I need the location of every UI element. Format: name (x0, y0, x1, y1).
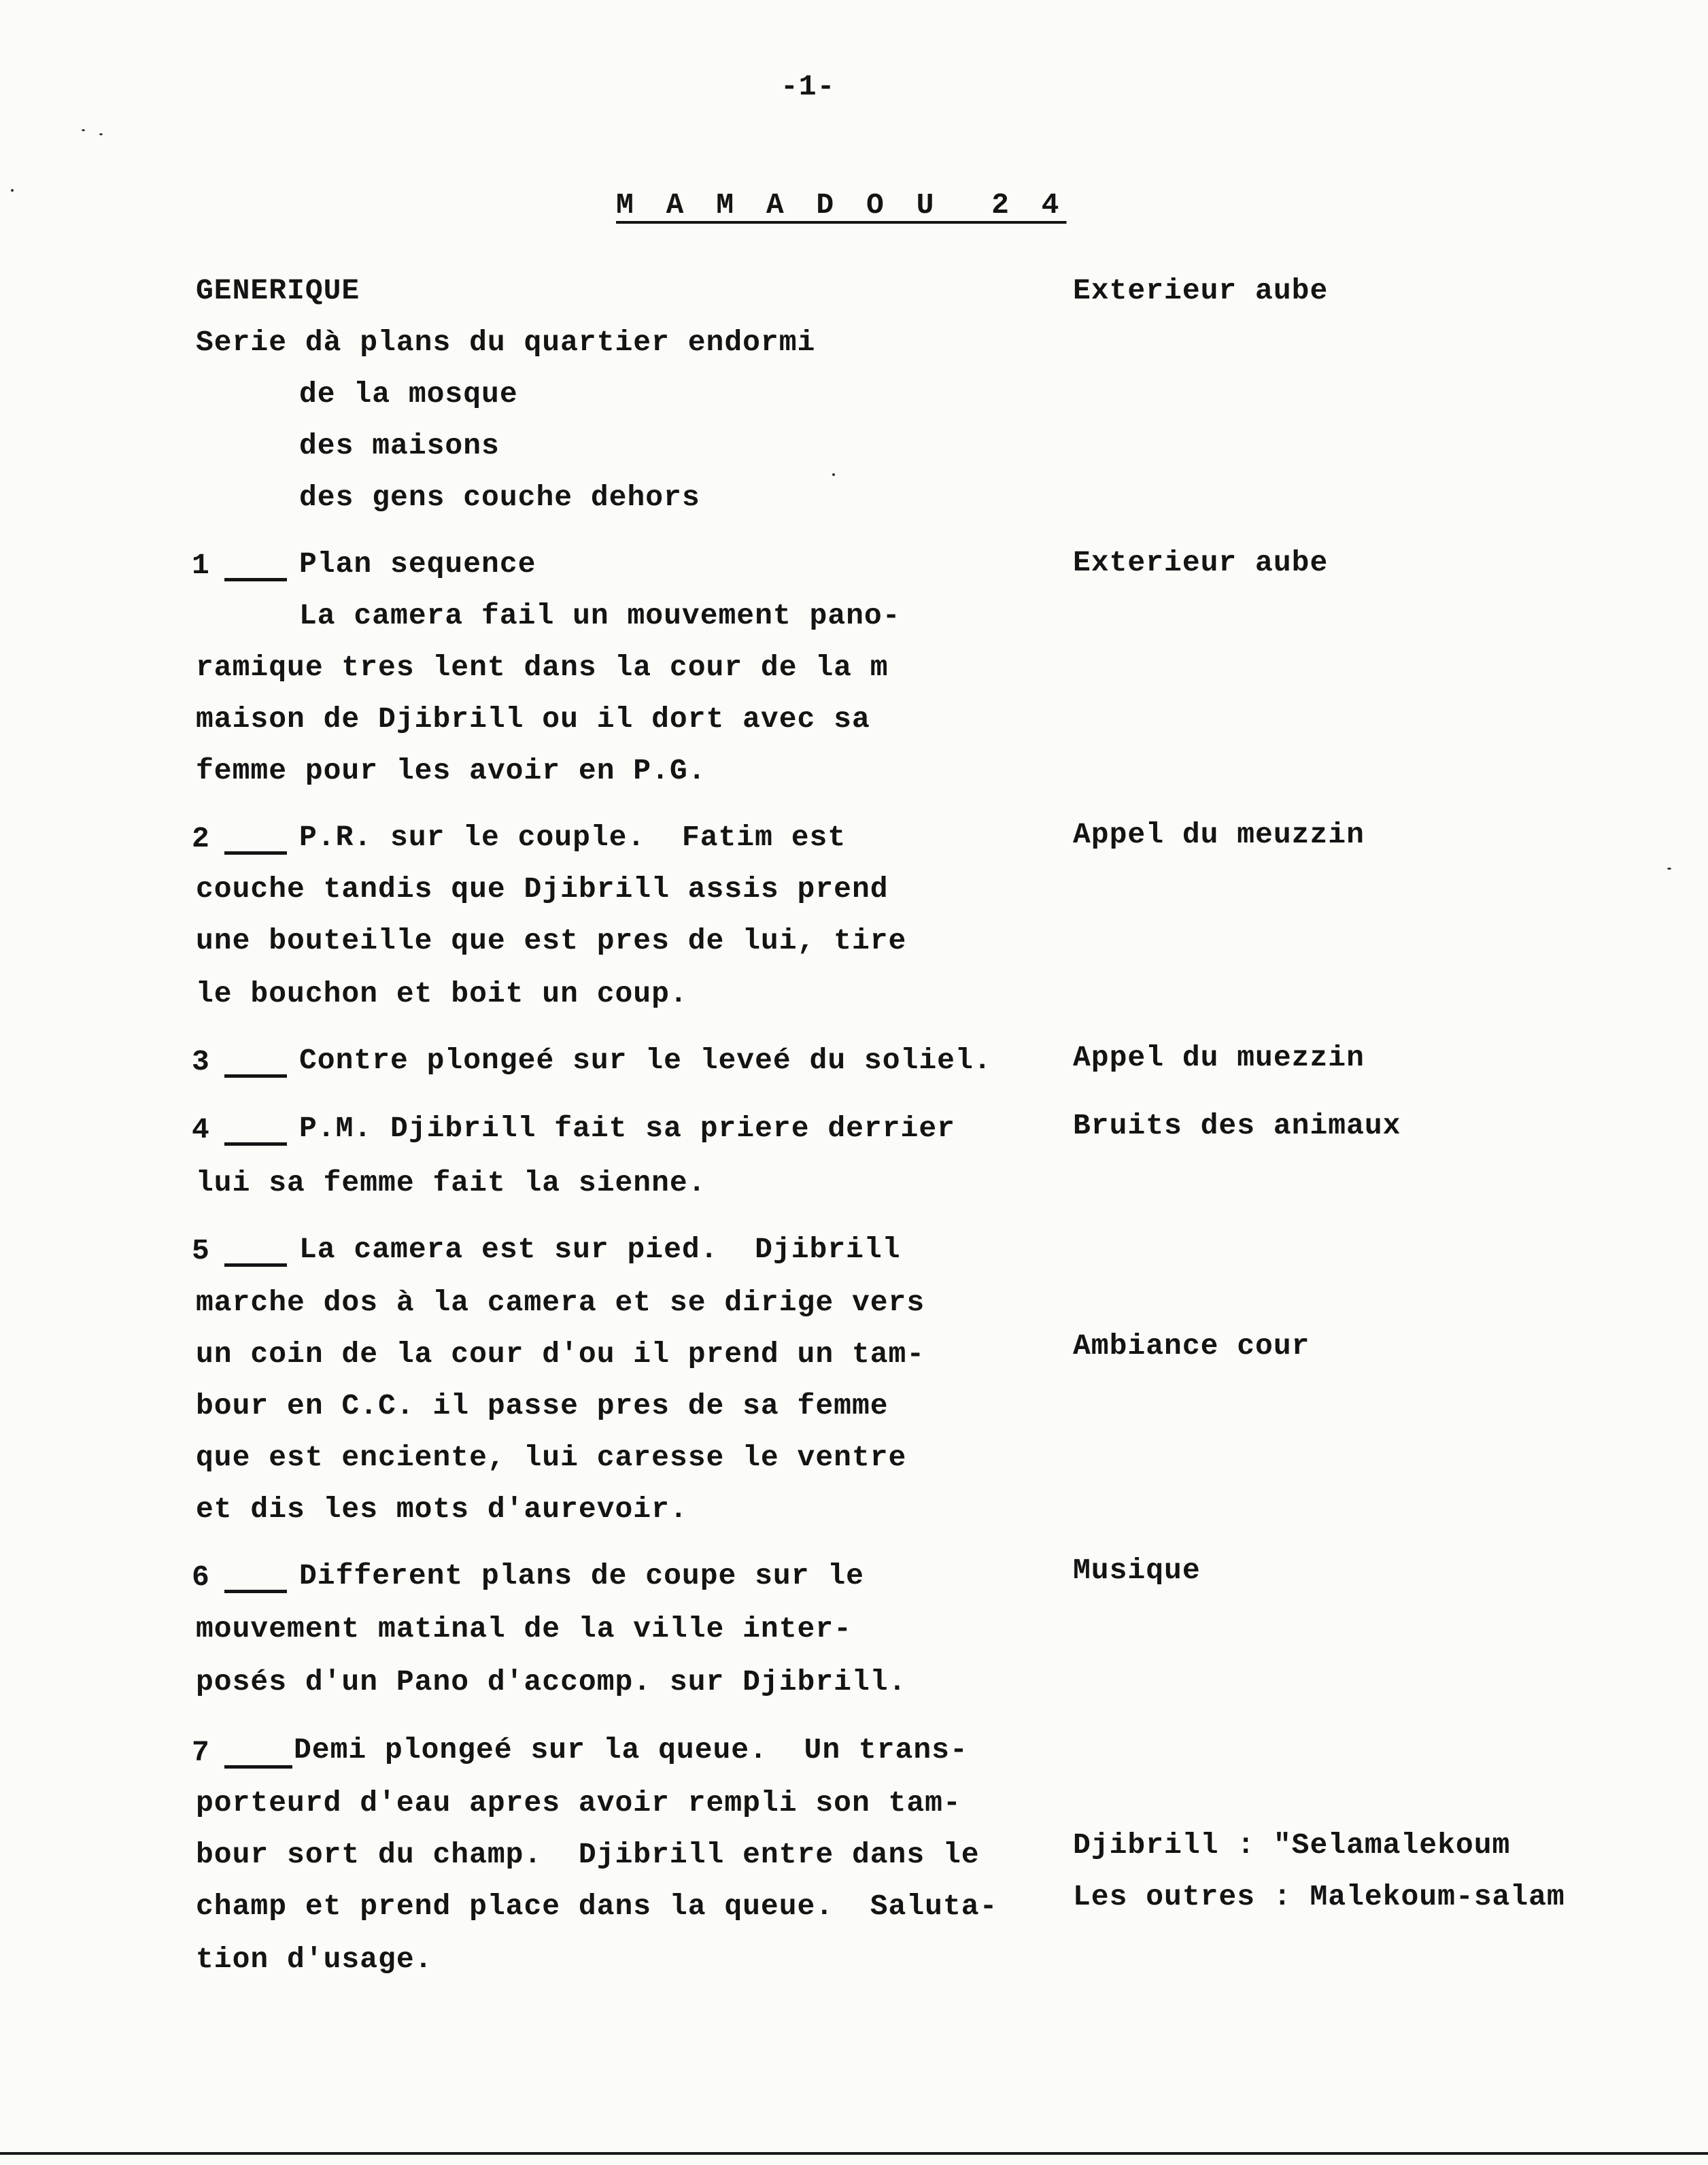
shot-sound: Appel du meuzzin (1073, 818, 1365, 851)
scan-speck (1667, 868, 1671, 870)
shot-line: champ et prend place dans la queue. Saluta- (196, 1890, 998, 1923)
generique-line: Serie dà plans du quartier endormi (196, 326, 816, 359)
generique-sound: Exterieur aube (1073, 274, 1329, 307)
bottom-rule (0, 2152, 1708, 2155)
scan-speck (99, 133, 103, 135)
shot-line: bour sort du champ. Djibrill entre dans le (196, 1838, 980, 1871)
shot-sound: Ambiance cour (1073, 1329, 1310, 1363)
shot-line: La camera fail un mouvement pano- (299, 599, 901, 632)
shot-line: le bouchon et boit un coup. (196, 977, 688, 1010)
scan-speck (832, 473, 835, 476)
shot-number-underline (224, 578, 287, 581)
shot-number: 2 (192, 822, 209, 855)
document-title: M A M A D O U 2 4 (616, 188, 1067, 222)
shot-sound: Appel du muezzin (1073, 1041, 1365, 1074)
shot-line: lui sa femme fait la sienne. (196, 1166, 706, 1199)
shot-line: posés d'un Pano d'accomp. sur Djibrill. (196, 1665, 907, 1699)
generique-line: de la mosque (299, 377, 518, 411)
shot-sound: Exterieur aube (1073, 546, 1329, 579)
generique-heading: GENERIQUE (196, 274, 360, 307)
shot-line: mouvement matinal de la ville inter- (196, 1612, 852, 1646)
shot-sound: Bruits des animaux (1073, 1109, 1401, 1142)
shot-number-underline (224, 1765, 292, 1769)
shot-line: couche tandis que Djibrill assis prend (196, 872, 889, 906)
shot-number: 6 (192, 1561, 209, 1594)
shot-sound: Djibrill : "Selamalekoum (1073, 1828, 1511, 1862)
shot-line: ramique tres lent dans la cour de la m (196, 651, 889, 684)
shot-number-underline (224, 1142, 287, 1146)
scan-speck (82, 129, 85, 131)
shot-line: une bouteille que est pres de lui, tire (196, 924, 907, 957)
shot-line: Contre plongeé sur le leveé du soliel. (299, 1044, 992, 1077)
shot-line: Demi plongeé sur la queue. Un trans- (294, 1733, 968, 1767)
shot-number-underline (224, 1074, 287, 1078)
shot-line: Different plans de coupe sur le (299, 1559, 864, 1592)
shot-line: Plan sequence (299, 547, 536, 581)
shot-number: 5 (192, 1234, 209, 1267)
shot-line: femme pour les avoir en P.G. (196, 754, 706, 787)
shot-number: 7 (192, 1736, 209, 1769)
shot-line: P.R. sur le couple. Fatim est (299, 821, 847, 854)
shot-line: bour en C.C. il passe pres de sa femme (196, 1389, 889, 1422)
shot-number: 4 (192, 1113, 209, 1146)
shot-line: marche dos à la camera et se dirige vers (196, 1286, 925, 1319)
page-number: -1- (781, 70, 836, 103)
shot-line: un coin de la cour d'ou il prend un tam- (196, 1337, 925, 1371)
shot-line: que est enciente, lui caresse le ventre (196, 1441, 907, 1474)
shot-sound: Musique (1073, 1554, 1201, 1587)
shot-number-underline (224, 1590, 287, 1593)
shot-line: La camera est sur pied. Djibrill (299, 1233, 901, 1266)
shot-line: porteurd d'eau apres avoir rempli son tam- (196, 1786, 961, 1820)
shot-line: tion d'usage. (196, 1943, 433, 1976)
shot-number-underline (224, 1263, 287, 1267)
shot-number: 3 (192, 1045, 209, 1078)
shot-line: P.M. Djibrill fait sa priere derrier (299, 1112, 955, 1145)
generique-line: des gens couche dehors (299, 481, 700, 514)
scan-speck (11, 189, 14, 192)
shot-sound: Les outres : Malekoum-salam (1073, 1880, 1565, 1913)
shot-line: maison de Djibrill ou il dort avec sa (196, 702, 870, 736)
shot-number-underline (224, 851, 287, 855)
shot-number: 1 (192, 549, 209, 582)
generique-line: des maisons (299, 429, 500, 462)
shot-line: et dis les mots d'aurevoir. (196, 1493, 688, 1526)
